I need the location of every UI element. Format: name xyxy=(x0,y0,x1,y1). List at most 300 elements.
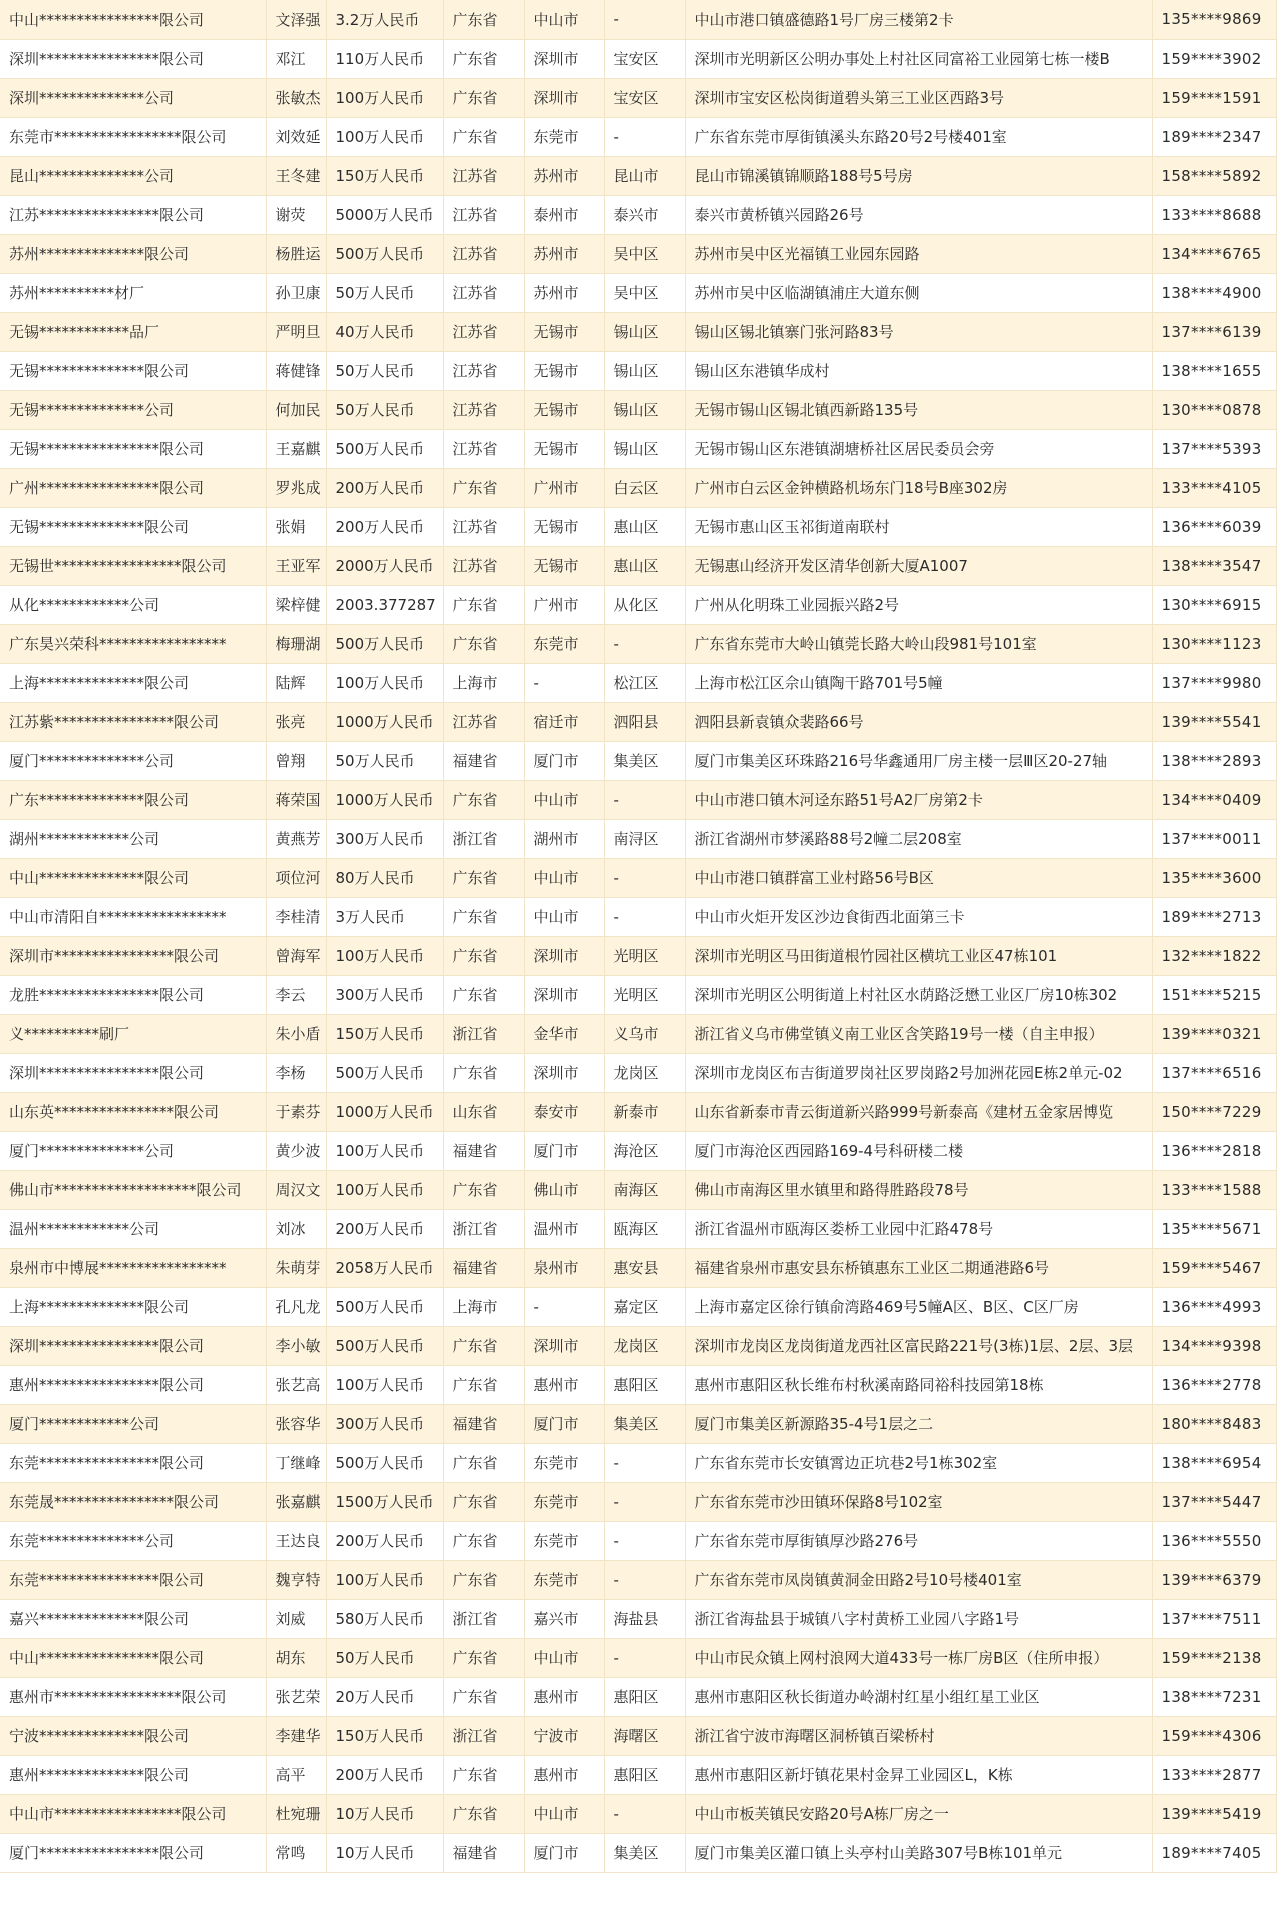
address-cell: 苏州市吴中区光福镇工业园东园路 xyxy=(685,234,1152,273)
company-cell: 东莞市*****************限公司 xyxy=(0,117,266,156)
table-row xyxy=(0,1599,1276,1638)
phone-cell: 136****4993 xyxy=(1152,1287,1276,1326)
capital-cell: 300万人民币 xyxy=(326,819,443,858)
district-cell: 昆山市 xyxy=(604,156,685,195)
address-cell: 中山市港口镇木河迳东路51号A2厂房第2卡 xyxy=(685,780,1152,819)
legal-person-cell: 梅珊湖 xyxy=(266,624,326,663)
city-cell: 广州市 xyxy=(524,468,604,507)
city-cell: 宁波市 xyxy=(524,1716,604,1755)
capital-cell: 100万人民币 xyxy=(326,936,443,975)
legal-person-cell: 刘效延 xyxy=(266,117,326,156)
district-cell: 集美区 xyxy=(604,1833,685,1872)
address-cell: 深圳市光明新区公明办事处上村社区同富裕工业园第七栋一楼B xyxy=(685,39,1152,78)
capital-cell: 40万人民币 xyxy=(326,312,443,351)
table-row xyxy=(0,1560,1276,1599)
capital-cell: 200万人民币 xyxy=(326,1755,443,1794)
address-cell: 无锡市锡山区东港镇湖塘桥社区居民委员会旁 xyxy=(685,429,1152,468)
address-cell: 深圳市龙岗区龙岗街道龙西社区富民路221号(3栋)1层、2层、3层 xyxy=(685,1326,1152,1365)
district-cell: 锡山区 xyxy=(604,351,685,390)
address-cell: 山东省新泰市青云街道新兴路999号新泰高《建材五金家居博览 xyxy=(685,1092,1152,1131)
phone-cell: 159****5467 xyxy=(1152,1248,1276,1287)
city-cell: 深圳市 xyxy=(524,936,604,975)
company-cell: 江苏****************限公司 xyxy=(0,195,266,234)
table-row xyxy=(0,1755,1276,1794)
legal-person-cell: 李桂清 xyxy=(266,897,326,936)
city-cell: 苏州市 xyxy=(524,234,604,273)
company-cell: 温州************公司 xyxy=(0,1209,266,1248)
province-cell: 江苏省 xyxy=(443,390,524,429)
address-cell: 泗阳县新袁镇众裴路66号 xyxy=(685,702,1152,741)
capital-cell: 100万人民币 xyxy=(326,1131,443,1170)
legal-person-cell: 王嘉麒 xyxy=(266,429,326,468)
province-cell: 江苏省 xyxy=(443,429,524,468)
city-cell: 泉州市 xyxy=(524,1248,604,1287)
legal-person-cell: 魏亨特 xyxy=(266,1560,326,1599)
table-row xyxy=(0,663,1276,702)
table-row xyxy=(0,819,1276,858)
legal-person-cell: 张容华 xyxy=(266,1404,326,1443)
district-cell: 白云区 xyxy=(604,468,685,507)
province-cell: 江苏省 xyxy=(443,507,524,546)
capital-cell: 1000万人民币 xyxy=(326,1092,443,1131)
table-row xyxy=(0,1716,1276,1755)
province-cell: 广东省 xyxy=(443,624,524,663)
address-cell: 福建省泉州市惠安县东桥镇惠东工业区二期通港路6号 xyxy=(685,1248,1152,1287)
province-cell: 广东省 xyxy=(443,1638,524,1677)
province-cell: 浙江省 xyxy=(443,819,524,858)
district-cell: 龙岗区 xyxy=(604,1326,685,1365)
company-cell: 无锡************品厂 xyxy=(0,312,266,351)
phone-cell: 159****4306 xyxy=(1152,1716,1276,1755)
district-cell: 瓯海区 xyxy=(604,1209,685,1248)
phone-cell: 159****1591 xyxy=(1152,78,1276,117)
address-cell: 中山市板芙镇民安路20号A栋厂房之一 xyxy=(685,1794,1152,1833)
table-row xyxy=(0,1053,1276,1092)
company-cell: 昆山**************公司 xyxy=(0,156,266,195)
table-row xyxy=(0,1092,1276,1131)
phone-cell: 130****0878 xyxy=(1152,390,1276,429)
legal-person-cell: 项位河 xyxy=(266,858,326,897)
company-cell: 深圳**************公司 xyxy=(0,78,266,117)
capital-cell: 200万人民币 xyxy=(326,468,443,507)
legal-person-cell: 梁梓健 xyxy=(266,585,326,624)
city-cell: 惠州市 xyxy=(524,1755,604,1794)
legal-person-cell: 于素芬 xyxy=(266,1092,326,1131)
table-row xyxy=(0,1170,1276,1209)
table-row xyxy=(0,1404,1276,1443)
capital-cell: 580万人民币 xyxy=(326,1599,443,1638)
legal-person-cell: 李建华 xyxy=(266,1716,326,1755)
table-row xyxy=(0,1326,1276,1365)
district-cell: 集美区 xyxy=(604,741,685,780)
address-cell: 广州市白云区金钟横路机场东门18号B座302房 xyxy=(685,468,1152,507)
city-cell: 无锡市 xyxy=(524,546,604,585)
company-cell: 义**********刷厂 xyxy=(0,1014,266,1053)
phone-cell: 133****2877 xyxy=(1152,1755,1276,1794)
capital-cell: 10万人民币 xyxy=(326,1794,443,1833)
address-cell: 广东省东莞市大岭山镇莞长路大岭山段981号101室 xyxy=(685,624,1152,663)
capital-cell: 50万人民币 xyxy=(326,390,443,429)
province-cell: 福建省 xyxy=(443,1131,524,1170)
table-row xyxy=(0,858,1276,897)
district-cell: 海沧区 xyxy=(604,1131,685,1170)
legal-person-cell: 张亮 xyxy=(266,702,326,741)
company-cell: 深圳****************限公司 xyxy=(0,39,266,78)
city-cell: 泰州市 xyxy=(524,195,604,234)
company-cell: 泉州市中博展***************** xyxy=(0,1248,266,1287)
district-cell: 惠阳区 xyxy=(604,1755,685,1794)
province-cell: 江苏省 xyxy=(443,351,524,390)
legal-person-cell: 张艺高 xyxy=(266,1365,326,1404)
city-cell: 无锡市 xyxy=(524,429,604,468)
legal-person-cell: 曾翔 xyxy=(266,741,326,780)
district-cell: 新泰市 xyxy=(604,1092,685,1131)
city-cell: 惠州市 xyxy=(524,1677,604,1716)
phone-cell: 139****5419 xyxy=(1152,1794,1276,1833)
address-cell: 苏州市吴中区临湖镇浦庄大道东侧 xyxy=(685,273,1152,312)
city-cell: 深圳市 xyxy=(524,975,604,1014)
district-cell: 锡山区 xyxy=(604,429,685,468)
legal-person-cell: 丁继峰 xyxy=(266,1443,326,1482)
province-cell: 广东省 xyxy=(443,1794,524,1833)
district-cell: - xyxy=(604,624,685,663)
phone-cell: 137****6516 xyxy=(1152,1053,1276,1092)
legal-person-cell: 张敏杰 xyxy=(266,78,326,117)
district-cell: 惠山区 xyxy=(604,546,685,585)
phone-cell: 136****5550 xyxy=(1152,1521,1276,1560)
address-cell: 泰兴市黄桥镇兴园路26号 xyxy=(685,195,1152,234)
district-cell: 吴中区 xyxy=(604,273,685,312)
district-cell: - xyxy=(604,1521,685,1560)
province-cell: 广东省 xyxy=(443,1170,524,1209)
district-cell: 海盐县 xyxy=(604,1599,685,1638)
city-cell: 中山市 xyxy=(524,780,604,819)
province-cell: 广东省 xyxy=(443,0,524,39)
city-cell: 厦门市 xyxy=(524,1404,604,1443)
phone-cell: 133****8688 xyxy=(1152,195,1276,234)
province-cell: 广东省 xyxy=(443,1443,524,1482)
company-cell: 中山市清阳自***************** xyxy=(0,897,266,936)
phone-cell: 130****6915 xyxy=(1152,585,1276,624)
district-cell: 南海区 xyxy=(604,1170,685,1209)
district-cell: 龙岗区 xyxy=(604,1053,685,1092)
city-cell: 惠州市 xyxy=(524,1365,604,1404)
province-cell: 广东省 xyxy=(443,1677,524,1716)
district-cell: - xyxy=(604,1482,685,1521)
province-cell: 广东省 xyxy=(443,1326,524,1365)
city-cell: 湖州市 xyxy=(524,819,604,858)
district-cell: - xyxy=(604,858,685,897)
province-cell: 广东省 xyxy=(443,78,524,117)
legal-person-cell: 罗兆成 xyxy=(266,468,326,507)
company-cell: 深圳市****************限公司 xyxy=(0,936,266,975)
district-cell: - xyxy=(604,780,685,819)
city-cell: - xyxy=(524,663,604,702)
company-cell: 东莞晟****************限公司 xyxy=(0,1482,266,1521)
city-cell: 泰安市 xyxy=(524,1092,604,1131)
company-cell: 从化************公司 xyxy=(0,585,266,624)
capital-cell: 3万人民币 xyxy=(326,897,443,936)
capital-cell: 100万人民币 xyxy=(326,1365,443,1404)
address-cell: 昆山市锦溪镇锦顺路188号5号房 xyxy=(685,156,1152,195)
table-row xyxy=(0,1482,1276,1521)
phone-cell: 138****1655 xyxy=(1152,351,1276,390)
capital-cell: 1500万人民币 xyxy=(326,1482,443,1521)
district-cell: 集美区 xyxy=(604,1404,685,1443)
company-cell: 无锡****************限公司 xyxy=(0,429,266,468)
province-cell: 福建省 xyxy=(443,741,524,780)
company-cell: 山东英****************限公司 xyxy=(0,1092,266,1131)
city-cell: 中山市 xyxy=(524,897,604,936)
city-cell: - xyxy=(524,1287,604,1326)
table-row xyxy=(0,39,1276,78)
legal-person-cell: 李云 xyxy=(266,975,326,1014)
city-cell: 佛山市 xyxy=(524,1170,604,1209)
legal-person-cell: 常鸣 xyxy=(266,1833,326,1872)
capital-cell: 5000万人民币 xyxy=(326,195,443,234)
city-cell: 中山市 xyxy=(524,1638,604,1677)
city-cell: 厦门市 xyxy=(524,1833,604,1872)
phone-cell: 189****2347 xyxy=(1152,117,1276,156)
company-cell: 苏州**************限公司 xyxy=(0,234,266,273)
phone-cell: 138****7231 xyxy=(1152,1677,1276,1716)
district-cell: 光明区 xyxy=(604,975,685,1014)
phone-cell: 137****0011 xyxy=(1152,819,1276,858)
address-cell: 锡山区锡北镇寨门张河路83号 xyxy=(685,312,1152,351)
address-cell: 惠州市惠阳区秋长维布村秋溪南路同裕科技园第18栋 xyxy=(685,1365,1152,1404)
city-cell: 无锡市 xyxy=(524,390,604,429)
capital-cell: 500万人民币 xyxy=(326,1053,443,1092)
table-row xyxy=(0,1131,1276,1170)
legal-person-cell: 严明旦 xyxy=(266,312,326,351)
phone-cell: 159****3902 xyxy=(1152,39,1276,78)
district-cell: 海曙区 xyxy=(604,1716,685,1755)
capital-cell: 50万人民币 xyxy=(326,351,443,390)
district-cell: 惠安县 xyxy=(604,1248,685,1287)
province-cell: 江苏省 xyxy=(443,312,524,351)
city-cell: 无锡市 xyxy=(524,351,604,390)
capital-cell: 200万人民币 xyxy=(326,1521,443,1560)
table-row xyxy=(0,1365,1276,1404)
district-cell: 惠山区 xyxy=(604,507,685,546)
district-cell: - xyxy=(604,1638,685,1677)
legal-person-cell: 张娟 xyxy=(266,507,326,546)
phone-cell: 139****5541 xyxy=(1152,702,1276,741)
phone-cell: 159****2138 xyxy=(1152,1638,1276,1677)
table-row xyxy=(0,702,1276,741)
province-cell: 广东省 xyxy=(443,117,524,156)
address-cell: 深圳市龙岗区布吉街道罗岗社区罗岗路2号加洲花园E栋2单元-02 xyxy=(685,1053,1152,1092)
address-cell: 广东省东莞市厚街镇厚沙路276号 xyxy=(685,1521,1152,1560)
phone-cell: 139****0321 xyxy=(1152,1014,1276,1053)
capital-cell: 200万人民币 xyxy=(326,507,443,546)
address-cell: 中山市港口镇盛德路1号厂房三楼第2卡 xyxy=(685,0,1152,39)
province-cell: 福建省 xyxy=(443,1248,524,1287)
company-cell: 惠州****************限公司 xyxy=(0,1365,266,1404)
company-cell: 惠州市*****************限公司 xyxy=(0,1677,266,1716)
address-cell: 上海市松江区佘山镇陶干路701号5幢 xyxy=(685,663,1152,702)
legal-person-cell: 杜宛珊 xyxy=(266,1794,326,1833)
table-row xyxy=(0,936,1276,975)
district-cell: 吴中区 xyxy=(604,234,685,273)
city-cell: 深圳市 xyxy=(524,1326,604,1365)
phone-cell: 137****9980 xyxy=(1152,663,1276,702)
city-cell: 东莞市 xyxy=(524,1521,604,1560)
company-cell: 广东昊兴荣科***************** xyxy=(0,624,266,663)
address-cell: 广东省东莞市长安镇霄边正坑巷2号1栋302室 xyxy=(685,1443,1152,1482)
address-cell: 厦门市集美区新源路35-4号1层之二 xyxy=(685,1404,1152,1443)
capital-cell: 500万人民币 xyxy=(326,624,443,663)
district-cell: - xyxy=(604,0,685,39)
address-cell: 广州从化明珠工业园振兴路2号 xyxy=(685,585,1152,624)
province-cell: 浙江省 xyxy=(443,1716,524,1755)
city-cell: 东莞市 xyxy=(524,1443,604,1482)
city-cell: 无锡市 xyxy=(524,312,604,351)
table-row xyxy=(0,1833,1276,1872)
legal-person-cell: 何加民 xyxy=(266,390,326,429)
phone-cell: 136****2778 xyxy=(1152,1365,1276,1404)
address-cell: 深圳市光明区公明街道上村社区水荫路泛懋工业区厂房10栋302 xyxy=(685,975,1152,1014)
city-cell: 中山市 xyxy=(524,858,604,897)
capital-cell: 500万人民币 xyxy=(326,1443,443,1482)
table-row xyxy=(0,1638,1276,1677)
capital-cell: 150万人民币 xyxy=(326,156,443,195)
table-row xyxy=(0,507,1276,546)
district-cell: - xyxy=(604,1443,685,1482)
city-cell: 东莞市 xyxy=(524,624,604,663)
company-cell: 厦门**************公司 xyxy=(0,741,266,780)
province-cell: 江苏省 xyxy=(443,195,524,234)
company-cell: 广东**************限公司 xyxy=(0,780,266,819)
company-cell: 龙胜****************限公司 xyxy=(0,975,266,1014)
company-cell: 上海**************限公司 xyxy=(0,1287,266,1326)
capital-cell: 2000万人民币 xyxy=(326,546,443,585)
capital-cell: 100万人民币 xyxy=(326,1560,443,1599)
table-row xyxy=(0,312,1276,351)
table-row xyxy=(0,0,1276,39)
legal-person-cell: 张艺荣 xyxy=(266,1677,326,1716)
table-row xyxy=(0,429,1276,468)
province-cell: 广东省 xyxy=(443,897,524,936)
address-cell: 惠州市惠阳区秋长街道办岭湖村红星小组红星工业区 xyxy=(685,1677,1152,1716)
company-cell: 宁波**************限公司 xyxy=(0,1716,266,1755)
district-cell: - xyxy=(604,1560,685,1599)
district-cell: 锡山区 xyxy=(604,390,685,429)
city-cell: 宿迁市 xyxy=(524,702,604,741)
capital-cell: 10万人民币 xyxy=(326,1833,443,1872)
phone-cell: 136****6039 xyxy=(1152,507,1276,546)
capital-cell: 300万人民币 xyxy=(326,975,443,1014)
address-cell: 浙江省温州市瓯海区娄桥工业园中汇路478号 xyxy=(685,1209,1152,1248)
legal-person-cell: 蒋荣国 xyxy=(266,780,326,819)
company-cell: 无锡世*****************限公司 xyxy=(0,546,266,585)
company-cell: 湖州************公司 xyxy=(0,819,266,858)
table-row xyxy=(0,351,1276,390)
table-row xyxy=(0,1014,1276,1053)
company-cell: 厦门**************公司 xyxy=(0,1131,266,1170)
district-cell: 嘉定区 xyxy=(604,1287,685,1326)
legal-person-cell: 刘威 xyxy=(266,1599,326,1638)
legal-person-cell: 李小敏 xyxy=(266,1326,326,1365)
capital-cell: 100万人民币 xyxy=(326,1170,443,1209)
capital-cell: 200万人民币 xyxy=(326,1209,443,1248)
phone-cell: 137****5447 xyxy=(1152,1482,1276,1521)
table-row xyxy=(0,273,1276,312)
phone-cell: 158****5892 xyxy=(1152,156,1276,195)
phone-cell: 135****3600 xyxy=(1152,858,1276,897)
company-cell: 中山****************限公司 xyxy=(0,0,266,39)
company-cell: 中山****************限公司 xyxy=(0,1638,266,1677)
phone-cell: 133****1588 xyxy=(1152,1170,1276,1209)
address-cell: 厦门市集美区灌口镇上头亭村山美路307号B栋101单元 xyxy=(685,1833,1152,1872)
district-cell: 松江区 xyxy=(604,663,685,702)
legal-person-cell: 胡东 xyxy=(266,1638,326,1677)
table-row xyxy=(0,975,1276,1014)
address-cell: 浙江省湖州市梦溪路88号2幢二层208室 xyxy=(685,819,1152,858)
address-cell: 深圳市光明区马田街道根竹园社区横坑工业区47栋101 xyxy=(685,936,1152,975)
phone-cell: 151****5215 xyxy=(1152,975,1276,1014)
table-row xyxy=(0,1794,1276,1833)
legal-person-cell: 王亚军 xyxy=(266,546,326,585)
phone-cell: 189****2713 xyxy=(1152,897,1276,936)
legal-person-cell: 孔凡龙 xyxy=(266,1287,326,1326)
province-cell: 江苏省 xyxy=(443,702,524,741)
capital-cell: 500万人民币 xyxy=(326,1326,443,1365)
table-row xyxy=(0,1287,1276,1326)
district-cell: 南浔区 xyxy=(604,819,685,858)
company-cell: 东莞****************限公司 xyxy=(0,1443,266,1482)
address-cell: 佛山市南海区里水镇里和路得胜路段78号 xyxy=(685,1170,1152,1209)
province-cell: 广东省 xyxy=(443,1365,524,1404)
phone-cell: 150****7229 xyxy=(1152,1092,1276,1131)
table-row xyxy=(0,1443,1276,1482)
province-cell: 广东省 xyxy=(443,936,524,975)
legal-person-cell: 刘冰 xyxy=(266,1209,326,1248)
city-cell: 深圳市 xyxy=(524,78,604,117)
capital-cell: 1000万人民币 xyxy=(326,780,443,819)
company-cell: 无锡**************限公司 xyxy=(0,507,266,546)
table-row xyxy=(0,234,1276,273)
city-cell: 温州市 xyxy=(524,1209,604,1248)
capital-cell: 500万人民币 xyxy=(326,429,443,468)
address-cell: 无锡惠山经济开发区清华创新大厦A1007 xyxy=(685,546,1152,585)
company-cell: 深圳****************限公司 xyxy=(0,1053,266,1092)
table-row xyxy=(0,117,1276,156)
company-cell: 广州****************限公司 xyxy=(0,468,266,507)
company-cell: 佛山市*******************限公司 xyxy=(0,1170,266,1209)
table-row xyxy=(0,585,1276,624)
legal-person-cell: 朱萌芽 xyxy=(266,1248,326,1287)
province-cell: 浙江省 xyxy=(443,1014,524,1053)
district-cell: 义乌市 xyxy=(604,1014,685,1053)
city-cell: 深圳市 xyxy=(524,1053,604,1092)
address-cell: 深圳市宝安区松岗街道碧头第三工业区西路3号 xyxy=(685,78,1152,117)
city-cell: 东莞市 xyxy=(524,1482,604,1521)
table-row xyxy=(0,897,1276,936)
phone-cell: 137****7511 xyxy=(1152,1599,1276,1638)
address-cell: 中山市民众镇上网村浪网大道433号一栋厂房B区（住所申报） xyxy=(685,1638,1152,1677)
phone-cell: 180****8483 xyxy=(1152,1404,1276,1443)
province-cell: 江苏省 xyxy=(443,156,524,195)
table-row xyxy=(0,468,1276,507)
table-row xyxy=(0,741,1276,780)
city-cell: 厦门市 xyxy=(524,741,604,780)
legal-person-cell: 杨胜运 xyxy=(266,234,326,273)
phone-cell: 134****6765 xyxy=(1152,234,1276,273)
capital-cell: 150万人民币 xyxy=(326,1014,443,1053)
city-cell: 厦门市 xyxy=(524,1131,604,1170)
city-cell: 嘉兴市 xyxy=(524,1599,604,1638)
